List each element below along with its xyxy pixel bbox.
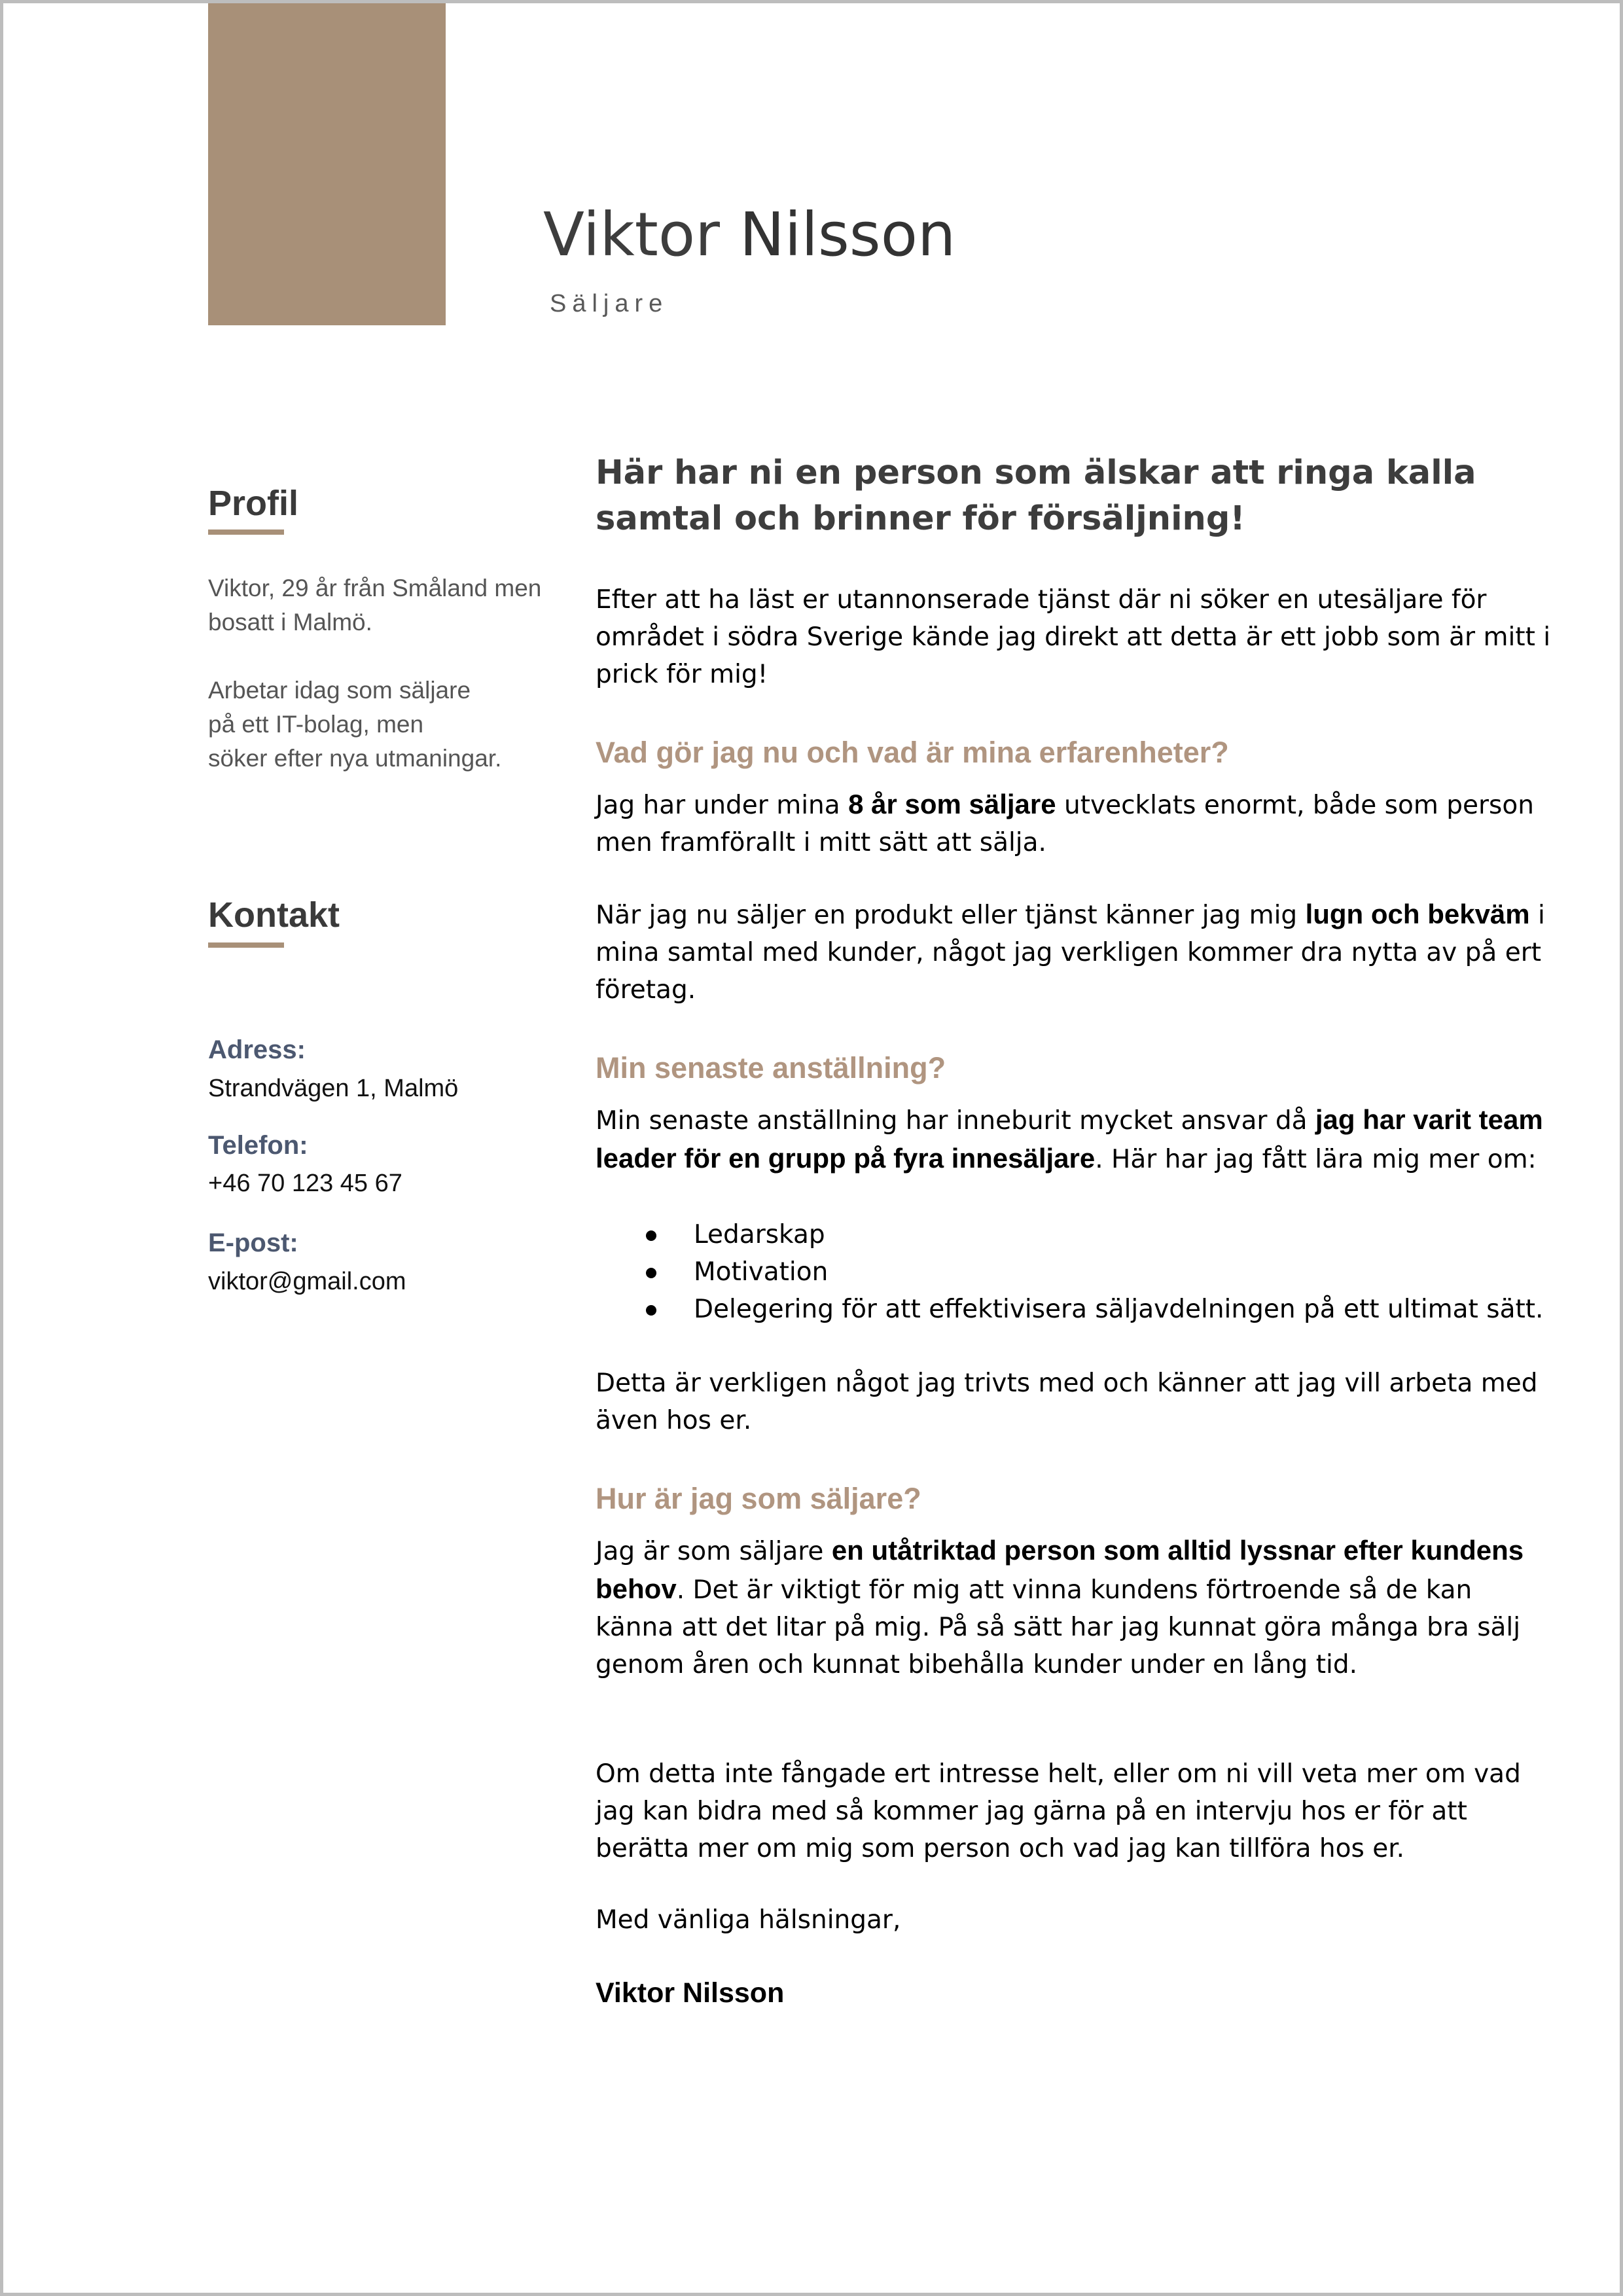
experience-paragraph: När jag nu säljer en produkt eller tjänst känner jag mig lugn och bekväm i mina samtal med kunder, något jag verkligen kommer dra nytta av på ert företag. — [596, 899, 1545, 1005]
letter-intro: Efter att ha läst er utannonserade tjänst där ni söker en utesäljare för området i södra Sverige kände jag direkt att detta är ett jobb som är mitt i prick för mig! — [596, 585, 1551, 689]
last-name: Nilsson — [739, 200, 956, 270]
phone-value: +46 70 123 45 67 — [208, 1170, 402, 1197]
profile-text — [208, 571, 575, 810]
latest-job-paragraph: Detta är verkligen något jag trivts med och känner att jag vill arbeta med även hos er. — [596, 1369, 1538, 1435]
address-value: Strandvägen 1, Malmö — [208, 1075, 459, 1102]
list-item: Ledarskap — [694, 1216, 1551, 1253]
candidate-name — [543, 200, 955, 270]
profile-line: på ett IT-bolag, men — [208, 711, 424, 738]
list-item: Motivation — [694, 1253, 1551, 1291]
section-heading-experience: Vad gör jag nu och vad är mina erfarenheter? — [596, 736, 1229, 769]
profile-paragraph — [208, 673, 575, 776]
section-heading-latest-job: Min senaste anställning? — [596, 1051, 946, 1085]
first-name: Viktor — [543, 200, 720, 270]
photo-placeholder — [208, 3, 446, 325]
highlight-text: 8 år som säljare — [848, 789, 1056, 819]
address-label: Adress: — [208, 1035, 306, 1064]
sales-style-paragraph: Jag är som säljare en utåtriktad person som alltid lyssnar efter kundens behov. Det är viktigt för mig att vinna kundens förtroende så de kan känna att det litar på mig. På så sätt har jag kunnat göra många bra sälj genom åren och kunnat bibehålla kunder under en lång tid. — [596, 1535, 1524, 1679]
cover-letter — [596, 450, 1551, 2012]
highlight-text: jag har varit team leader för en grupp på fyra innesäljare — [596, 1104, 1543, 1174]
profile-heading-underline — [208, 529, 284, 535]
signature-name: Viktor Nilsson — [596, 1977, 785, 2009]
job-title: Säljare — [550, 290, 669, 317]
profile-line: söker efter nya utmaningar. — [208, 745, 502, 772]
highlight-text: lugn och bekväm — [1305, 899, 1530, 929]
profile-heading: Profil — [208, 484, 299, 523]
email-value: viktor@gmail.com — [208, 1268, 406, 1295]
phone-label: Telefon: — [208, 1131, 308, 1160]
letter-lead: Här har ni en person som älskar att ringa kalla samtal och brinner för försäljning! — [596, 454, 1476, 538]
list-item: Delegering för att effektivisera säljavdelningen på ett ultimat sätt. — [694, 1291, 1551, 1328]
profile-line: Arbetar idag som säljare — [208, 677, 471, 704]
signoff: Med vänliga hälsningar, — [596, 1905, 901, 1935]
contact-heading: Kontakt — [208, 895, 340, 935]
contact-heading-underline — [208, 942, 284, 948]
closing-paragraph: Om detta inte fångade ert intresse helt, eller om ni vill veta mer om vad jag kan bidra med så kommer jag gärna på en intervju hos er för att berätta mer om mig som person och vad jag kan tillföra hos er. — [596, 1759, 1521, 1863]
profile-line: Viktor, 29 år från Småland men — [208, 575, 542, 601]
profile-paragraph — [208, 571, 575, 639]
highlight-text: en utåtriktad person som alltid lyssnar efter kundens behov — [596, 1535, 1524, 1604]
skills-list — [596, 1216, 1551, 1328]
profile-line: bosatt i Malmö. — [208, 609, 372, 636]
experience-paragraph: Jag har under mina 8 år som säljare utvecklats enormt, både som person men framförallt i mitt sätt att sälja. — [596, 789, 1534, 857]
latest-job-paragraph: Min senaste anställning har inneburit mycket ansvar då jag har varit team leader för en grupp på fyra innesäljare. Här har jag fått lära mig mer om: — [596, 1104, 1543, 1174]
email-label: E-post: — [208, 1229, 298, 1257]
section-heading-sales-style: Hur är jag som säljare? — [596, 1482, 921, 1515]
